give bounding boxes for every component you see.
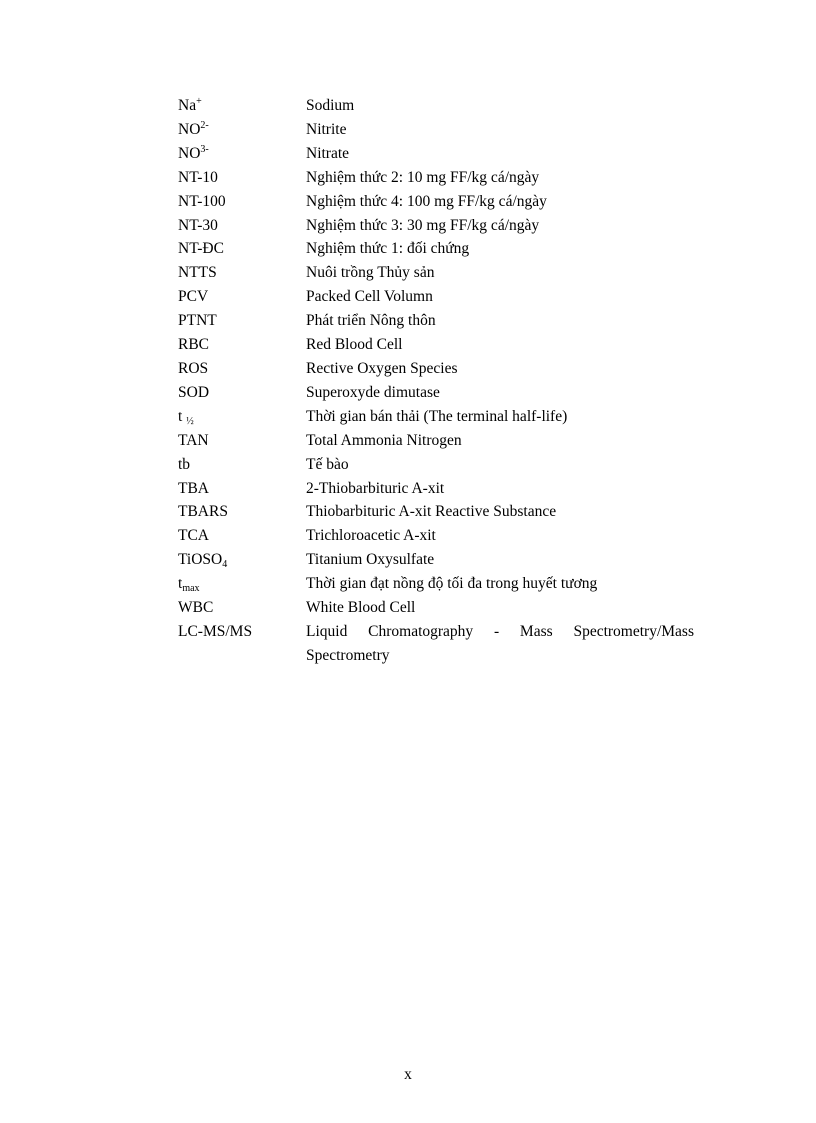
abbreviation-row: [178, 572, 694, 596]
abbreviation-term: PCV: [178, 288, 209, 306]
abbreviation-definition: Nghiệm thức 3: 30 mg FF/kg cá/ngày: [306, 216, 540, 234]
abbreviation-definition: Sodium: [306, 97, 355, 114]
abbreviation-definition: White Blood Cell: [306, 599, 416, 617]
abbreviation-term: NT-10: [178, 168, 218, 186]
abbreviation-definition: Nghiệm thức 2: 10 mg FF/kg cá/ngày: [306, 168, 540, 186]
abbreviation-definition: Phát triển Nông thôn: [306, 312, 436, 330]
abbreviation-row: [178, 237, 694, 261]
abbreviation-definition: Red Blood Cell: [306, 336, 403, 354]
abbreviation-definition: Nitrite: [306, 120, 347, 138]
abbreviation-row: [178, 118, 694, 142]
abbreviation-term: t $_{\frac{1}{2}}$: [178, 407, 194, 427]
abbreviation-term: TCA: [178, 527, 209, 545]
abbreviation-term: SOD: [178, 383, 210, 401]
abbreviation-row: [178, 548, 694, 572]
abbreviation-row: [178, 261, 694, 285]
abbreviation-term: NT-ĐC: [178, 240, 224, 258]
abbreviation-row: [178, 309, 694, 333]
abbreviation-list: [178, 94, 694, 668]
abbreviation-term: NT-100: [178, 192, 226, 210]
page-number: x: [404, 1066, 412, 1083]
abbreviation-definition: Thiobarbituric A-xit Reactive Substance: [306, 503, 557, 521]
abbreviation-term: ROS: [178, 359, 209, 377]
abbreviation-definition: Liquid Chromatography - Mass Spectrometry/Mass Spectrometry: [306, 622, 694, 664]
abbreviation-definition: Nghiệm thức 1: đối chứng: [306, 240, 470, 258]
abbreviation-term: $NO^{3-}$: [178, 143, 209, 162]
abbreviation-row: [178, 94, 694, 118]
abbreviation-row: [178, 453, 694, 477]
abbreviation-term: $t_{max}$: [178, 575, 200, 595]
abbreviation-term: LC-MS/MS: [178, 622, 253, 640]
abbreviation-term: TBARS: [178, 503, 228, 521]
abbreviation-term: $NO^{2-}$: [178, 119, 209, 138]
abbreviation-term: RBC: [178, 336, 210, 354]
abbreviation-term: PTNT: [178, 312, 217, 330]
abbreviation-definition: Thời gian bán thải (The terminal half-life): [306, 407, 568, 425]
abbreviation-definition: Packed Cell Volumn: [306, 288, 433, 306]
abbreviation-term: tb: [178, 455, 191, 473]
abbreviation-row: [178, 596, 694, 620]
abbreviation-row: [178, 190, 694, 214]
abbreviation-row: [178, 477, 694, 501]
abbreviation-definition: Superoxyde dimutase: [306, 383, 440, 401]
abbreviation-row: [178, 620, 694, 668]
abbreviation-term: TiOSO$_4$: [178, 551, 228, 571]
abbreviation-term: WBC: [178, 599, 214, 617]
abbreviation-row: [178, 405, 694, 429]
abbreviation-row: [178, 285, 694, 309]
abbreviation-definition: Nitrate: [306, 144, 350, 162]
abbreviation-definition: Total Ammonia Nitrogen: [306, 431, 462, 449]
abbreviation-definition: Thời gian đạt nồng độ tối đa trong huyết tương: [306, 575, 598, 593]
abbreviation-definition: Titanium Oxysulfate: [306, 551, 435, 569]
abbreviation-row: [178, 524, 694, 548]
abbreviation-row: [178, 214, 694, 238]
abbreviation-term: NT-30: [178, 216, 218, 234]
abbreviation-row: [178, 381, 694, 405]
abbreviation-row: [178, 429, 694, 453]
abbreviation-definition: Rective Oxygen Species: [306, 359, 458, 377]
abbreviation-term: NTTS: [178, 264, 217, 282]
abbreviation-term: TBA: [178, 479, 209, 497]
abbreviation-definition: 2-Thiobarbituric A-xit: [306, 479, 445, 497]
abbreviation-row: [178, 500, 694, 524]
abbreviation-definition: Nuôi trồng Thủy sản: [306, 264, 435, 282]
abbreviation-row: [178, 357, 694, 381]
abbreviation-definition: Tế bào: [306, 455, 349, 473]
abbreviation-term: Na+: [178, 96, 202, 114]
abbreviation-row: [178, 333, 694, 357]
abbreviation-row: [178, 142, 694, 166]
abbreviation-definition: Trichloroacetic A-xit: [306, 527, 436, 545]
abbreviation-term: TAN: [178, 431, 209, 449]
abbreviation-definition: Nghiệm thức 4: 100 mg FF/kg cá/ngày: [306, 192, 547, 210]
abbreviation-row: [178, 166, 694, 190]
